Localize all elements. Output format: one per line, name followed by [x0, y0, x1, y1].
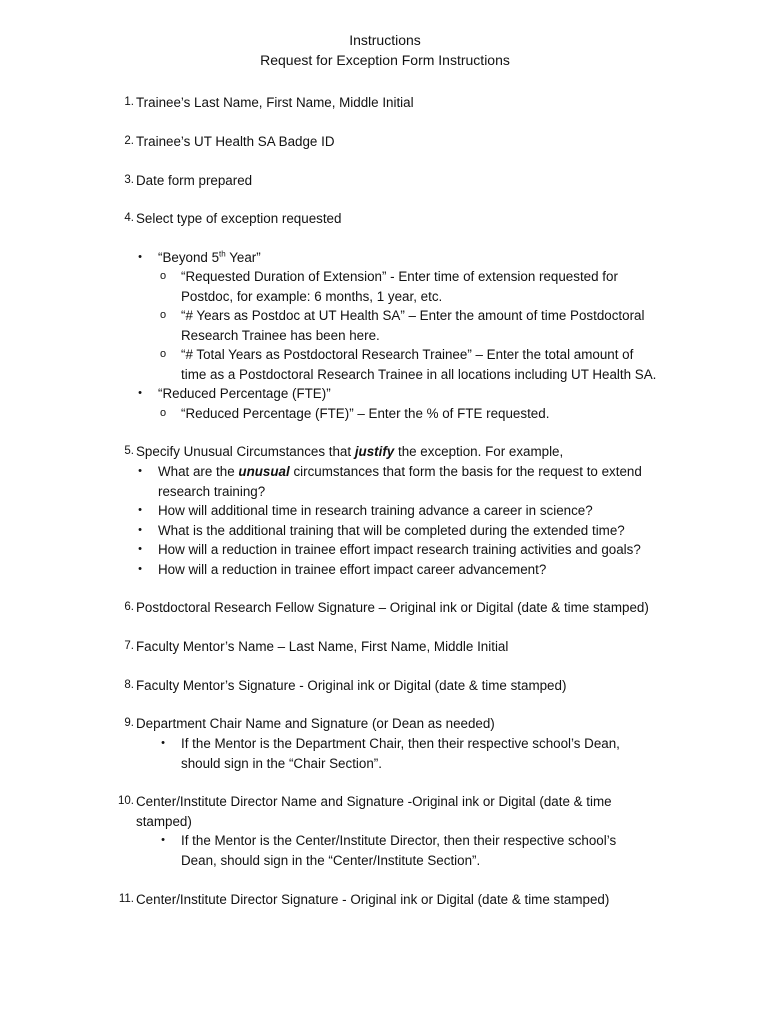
bullet: •: [138, 524, 142, 536]
sub-bullet: o: [159, 407, 167, 419]
emphasis-text: justify: [354, 444, 395, 459]
bullet-text: “Beyond 5: [158, 250, 220, 265]
document-subtitle: Request for Exception Form Instructions: [260, 52, 510, 68]
bullet: •: [138, 465, 142, 477]
item-number: 4.: [124, 212, 134, 224]
note-text: Dean, should sign in the “Center/Institute Section”.: [181, 853, 481, 868]
sub-bullet: o: [159, 270, 167, 282]
bullet: •: [138, 504, 142, 516]
item-text: Select type of exception requested: [136, 211, 342, 226]
item-number: 5.: [124, 445, 134, 457]
item-text: Faculty Mentor’s Signature - Original ink or Digital (date & time stamped): [136, 678, 567, 693]
question-text: [158, 462, 698, 482]
item-text: Trainee’s Last Name, First Name, Middle Initial: [136, 95, 414, 110]
item-number: 6.: [124, 601, 134, 613]
item-text: Date form prepared: [136, 173, 253, 188]
item-number: 11.: [118, 893, 134, 905]
item-text: Trainee’s UT Health SA Badge ID: [136, 134, 335, 149]
item-text-part: the exception. For example,: [394, 444, 564, 459]
question-text: What is the additional training that will be completed during the extended time?: [158, 523, 625, 538]
bullet: •: [138, 251, 142, 263]
bullet: •: [138, 543, 142, 555]
note-text: should sign in the “Chair Section”.: [181, 756, 382, 771]
item-text: Center/Institute Director Signature - Original ink or Digital (date & time stamped): [136, 892, 610, 907]
item-number: 10.: [118, 795, 134, 807]
bullet-beyond-5th-year: [158, 248, 698, 268]
item-text: Faculty Mentor’s Name – Last Name, First Name, Middle Initial: [136, 639, 509, 654]
sub-item-text: Research Trainee has been here.: [181, 328, 380, 343]
question-text: How will a reduction in trainee effort impact career advancement?: [158, 562, 547, 577]
item-text: [136, 442, 696, 462]
bullet-text: Year”: [225, 250, 261, 265]
item-number: 9.: [124, 717, 134, 729]
item-number: 8.: [124, 679, 134, 691]
bullet: •: [138, 563, 142, 575]
bullet-reduced-percentage: “Reduced Percentage (FTE)”: [158, 386, 331, 401]
item-number: 3.: [124, 174, 134, 186]
superscript: th: [219, 249, 226, 259]
note-text: If the Mentor is the Center/Institute Director, then their respective school’s: [181, 833, 617, 848]
question-text: research training?: [158, 484, 266, 499]
item-text-part: Specify Unusual Circumstances that: [136, 444, 355, 459]
sub-bullet: o: [159, 348, 167, 360]
bullet: •: [161, 834, 165, 846]
document-title: Instructions: [349, 32, 421, 48]
sub-item-text: Postdoc, for example: 6 months, 1 year, etc.: [181, 289, 443, 304]
question-text-part: circumstances that form the basis for the request to extend: [289, 464, 642, 479]
question-text: How will a reduction in trainee effort impact research training activities and goals?: [158, 542, 641, 557]
question-text-part: What are the: [158, 464, 239, 479]
note-text: If the Mentor is the Department Chair, then their respective school’s Dean,: [181, 736, 620, 751]
sub-item-text: “# Years as Postdoc at UT Health SA” – Enter the amount of time Postdoctoral: [181, 308, 645, 323]
bullet: •: [161, 737, 165, 749]
sub-item-text: “Requested Duration of Extension” - Enter time of extension requested for: [181, 269, 618, 284]
emphasis-text: unusual: [238, 464, 290, 479]
item-number: 2.: [124, 135, 134, 147]
item-number: 7.: [124, 640, 134, 652]
question-text: How will additional time in research training advance a career in science?: [158, 503, 593, 518]
item-number: 1.: [124, 96, 134, 108]
sub-item-text: “# Total Years as Postdoctoral Research Trainee” – Enter the total amount of: [181, 347, 634, 362]
bullet: •: [138, 387, 142, 399]
item-text: Center/Institute Director Name and Signature -Original ink or Digital (date & time: [136, 794, 612, 809]
sub-bullet: o: [159, 309, 167, 321]
sub-item-text: time as a Postdoctoral Research Trainee in all locations including UT Health SA.: [181, 367, 657, 382]
sub-item-text: “Reduced Percentage (FTE)” – Enter the % of FTE requested.: [181, 406, 550, 421]
item-text: stamped): [136, 814, 192, 829]
item-text: Department Chair Name and Signature (or Dean as needed): [136, 716, 495, 731]
item-text: Postdoctoral Research Fellow Signature – Original ink or Digital (date & time stamped): [136, 600, 649, 615]
